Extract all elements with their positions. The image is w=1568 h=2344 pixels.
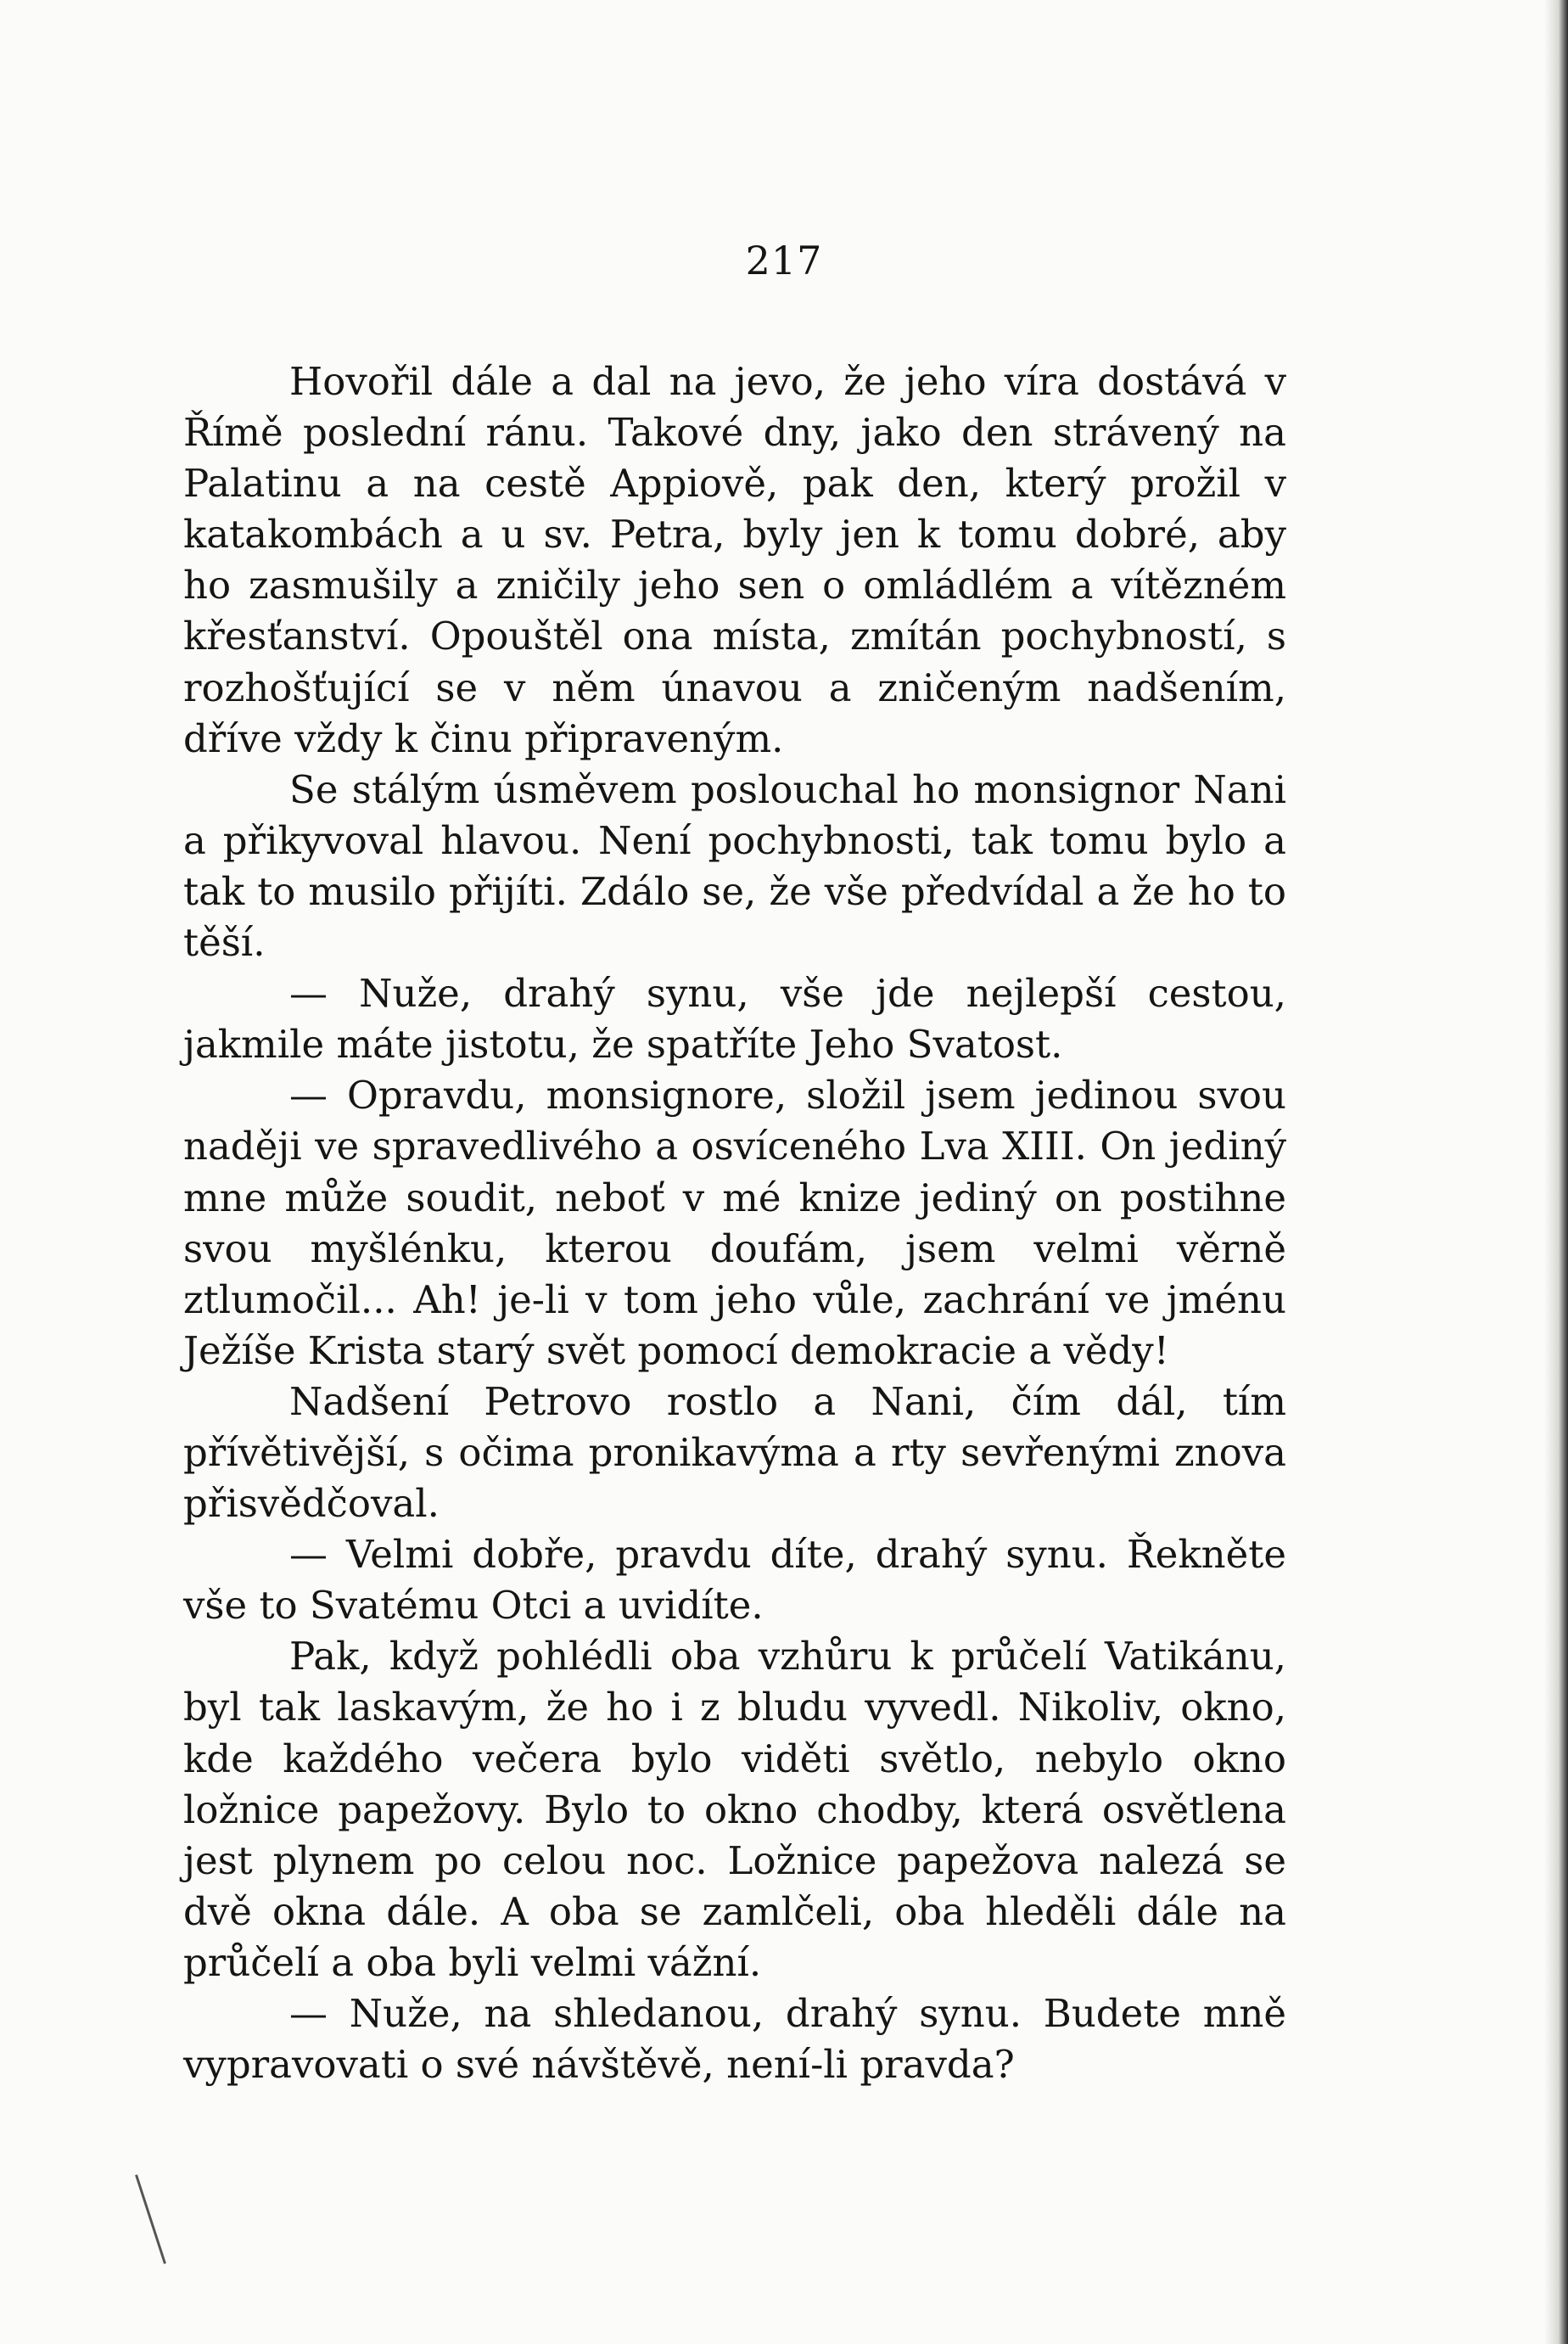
paragraph: Se stálým úsměvem poslouchal ho monsignor Nani a přikyvoval hlavou. Není pochybnosti, tak tomu bylo a tak to musilo přijíti. Zdálo se, že vše předvídal a že ho to těší. <box>183 766 1286 966</box>
paragraph: Pak, když pohlédli oba vzhůru k průčelí Vatikánu, byl tak laskavým, že ho i z bludu vyvedl. Nikoliv, okno, kde každého večera bylo viděti světlo, nebylo okno ložnice papežovy. Bylo to okno chodby, která osvětlena jest plynem po celou noc. Ložnice papežova nalezá se dvě okna dále. A oba se zamlčeli, oba hleděli dále na průčelí a oba byli velmi vážní. <box>183 1634 1286 1985</box>
paragraph: — Nuže, drahý synu, vše jde nejlepší cestou, jakmile máte jistotu, že spatříte Jeho Svatost. <box>183 971 1286 1068</box>
paragraph: Hovořil dále a dal na jevo, že jeho víra dostává v Římě poslední ránu. Takové dny, jako den strávený na Palatinu a na cestě Appiově, pak den, který prožil v katakombách a u sv. Petra, byly jen k tomu dobré, aby ho zasmušily a zničily jeho sen o omládlém a vítězném křesťanství. Opouštěl ona místa, zmítán pochybností, s rozhošťující se v něm únavou a zničeným nadšením, dříve vždy k činu připraveným. <box>183 359 1286 761</box>
body-text <box>183 356 1286 2090</box>
page-number: 217 <box>745 238 823 283</box>
paragraph: — Velmi dobře, pravdu díte, drahý synu. Řekněte vše to Svatému Otci a uvidíte. <box>183 1532 1286 1629</box>
paragraph: — Opravdu, monsignore, složil jsem jedinou svou naději ve spravedlivého a osvíceného Lva XIII. On jediný mne může soudit, neboť v mé knize jediný on postihne svou myšlénku, kterou doufám, jsem velmi věrně ztlumočil... Ah! je-li v tom jeho vůle, zachrání ve jménu Ježíše Krista starý svět pomocí demokracie a vědy! <box>183 1073 1286 1373</box>
paragraph: Nadšení Petrovo rostlo a Nani, čím dál, tím přívětivější, s očima pronikavýma a rty sevřenými znova přisvědčoval. <box>183 1378 1286 1527</box>
ink-mark <box>135 2174 166 2264</box>
paragraph: — Nuže, na shledanou, drahý synu. Budete mně vypravovati o své návštěvě, není-li pravda? <box>183 1991 1286 2088</box>
page-edge-shadow <box>1544 0 1568 2344</box>
